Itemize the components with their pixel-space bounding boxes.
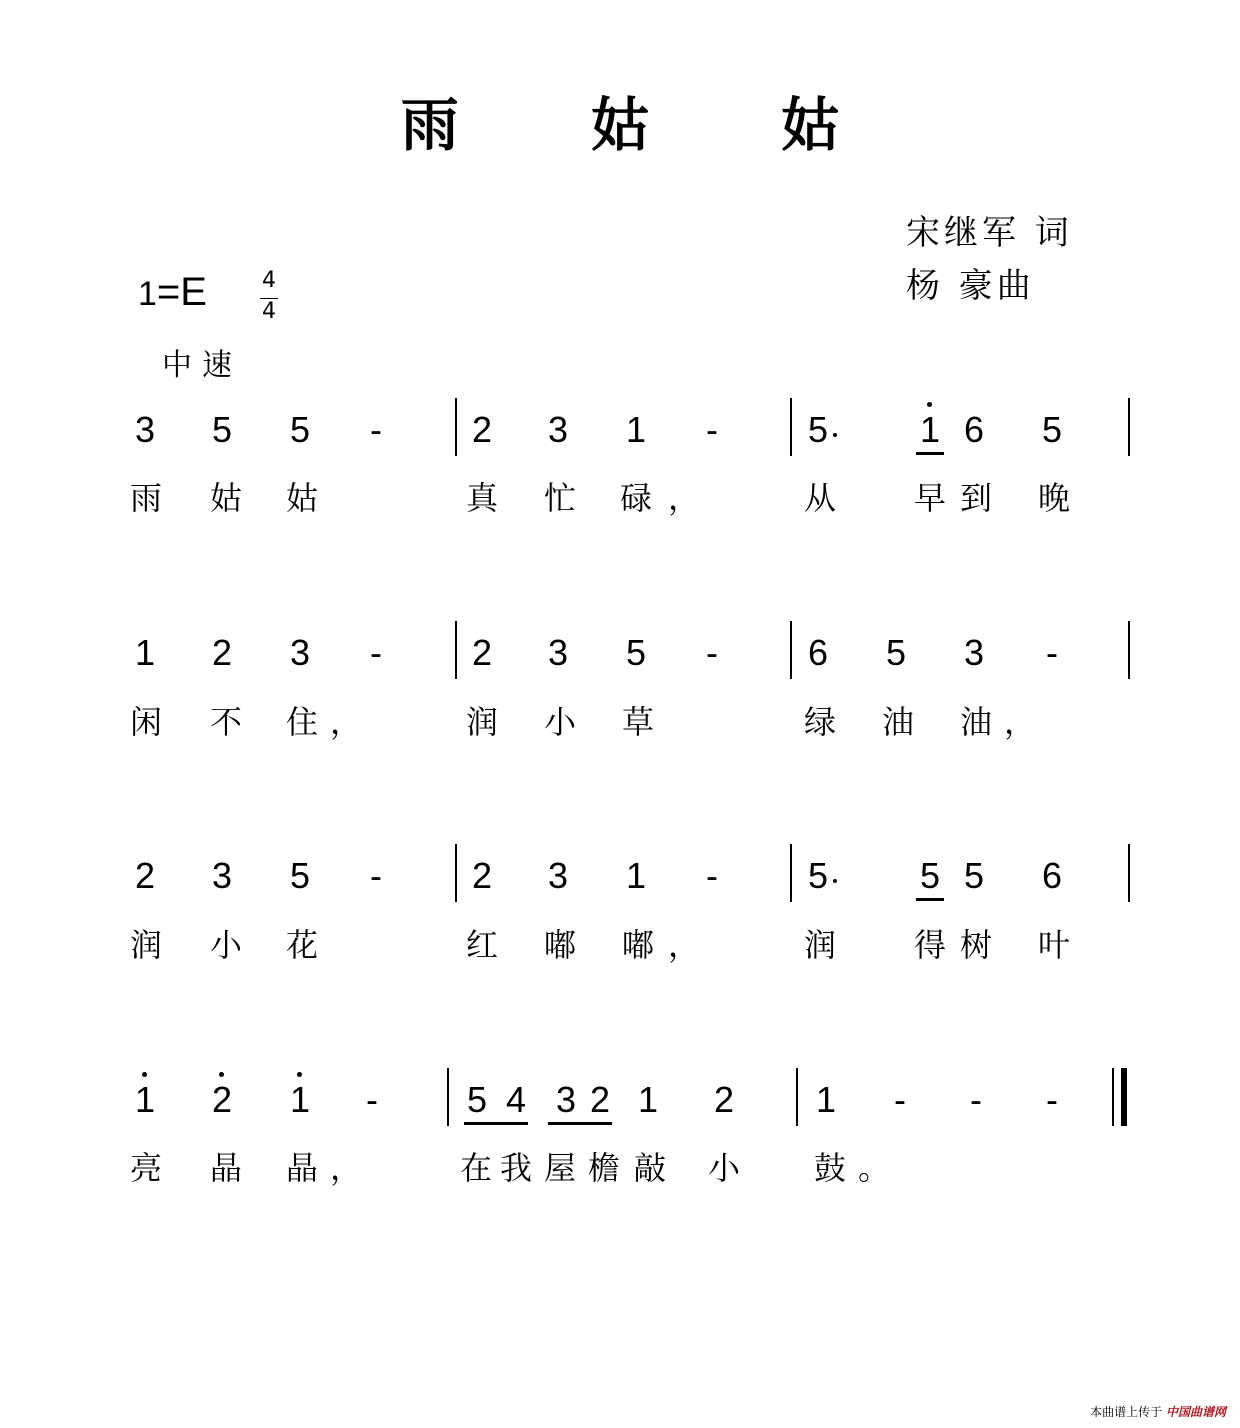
lyric-char: 油 bbox=[881, 703, 914, 741]
note bbox=[543, 633, 573, 673]
note bbox=[361, 856, 391, 896]
note bbox=[361, 410, 391, 450]
note bbox=[467, 856, 497, 896]
note bbox=[959, 633, 989, 673]
note bbox=[1037, 856, 1067, 896]
note bbox=[285, 856, 315, 896]
lyric-char: 嘟 bbox=[621, 926, 654, 964]
note bbox=[621, 856, 651, 896]
lyric-char: 得 bbox=[913, 926, 946, 964]
note-digit: 2 bbox=[134, 855, 156, 896]
note-digit: 3 bbox=[134, 409, 156, 450]
lyric-punctuation: ， bbox=[668, 926, 701, 964]
note-digit: 1 bbox=[134, 632, 156, 673]
lyric-char: 红 bbox=[465, 926, 498, 964]
note-digit: 1 bbox=[625, 855, 647, 896]
note bbox=[803, 856, 833, 896]
barline bbox=[796, 1068, 798, 1126]
note-digit: - bbox=[706, 409, 718, 450]
lyric-char: 花 bbox=[285, 926, 318, 964]
note-digit: 5 bbox=[885, 632, 907, 673]
lyric-char: 忙 bbox=[543, 479, 576, 517]
note bbox=[915, 410, 945, 450]
note-digit: 3 bbox=[547, 632, 569, 673]
note bbox=[207, 1080, 237, 1120]
note-digit: 1 bbox=[815, 1079, 837, 1120]
note bbox=[885, 1080, 915, 1120]
lyric-char: 我 bbox=[499, 1149, 532, 1187]
note-digit: 2 bbox=[589, 1079, 611, 1120]
note bbox=[467, 633, 497, 673]
lyric-char: 晶 bbox=[209, 1149, 242, 1187]
note-digit: 3 bbox=[547, 409, 569, 450]
note-digit: 5 bbox=[1041, 409, 1063, 450]
lyric-char: 屋 bbox=[543, 1149, 576, 1187]
note-digit: 1 bbox=[134, 1079, 156, 1120]
note-digit: - bbox=[1046, 632, 1058, 673]
note bbox=[697, 856, 727, 896]
note bbox=[207, 633, 237, 673]
note bbox=[961, 1080, 991, 1120]
augmentation-dot bbox=[833, 879, 837, 883]
lyric-char: 从 bbox=[803, 479, 836, 517]
lyric-char: 檐 bbox=[587, 1149, 620, 1187]
composer-credit: 杨 豪曲 bbox=[906, 266, 1035, 306]
lyric-char: 嘟 bbox=[543, 926, 576, 964]
note-digit: - bbox=[370, 855, 382, 896]
note bbox=[467, 410, 497, 450]
lyric-char: 小 bbox=[543, 703, 576, 741]
lyric-char: 住 bbox=[285, 703, 318, 741]
barline bbox=[790, 844, 792, 902]
note bbox=[501, 1080, 531, 1120]
note-digit: 5 bbox=[919, 855, 941, 896]
lyric-char: 油 bbox=[959, 703, 992, 741]
note bbox=[811, 1080, 841, 1120]
note-digit: 5 bbox=[211, 409, 233, 450]
note-digit: 3 bbox=[211, 855, 233, 896]
barline bbox=[1128, 844, 1130, 902]
note bbox=[551, 1080, 581, 1120]
note-digit: 6 bbox=[963, 409, 985, 450]
note bbox=[1037, 1080, 1067, 1120]
lyric-char: 晚 bbox=[1037, 479, 1070, 517]
note-digit: - bbox=[706, 855, 718, 896]
footer bbox=[1090, 1403, 1226, 1420]
lyric-char: 雨 bbox=[129, 479, 162, 517]
note-digit: 5 bbox=[289, 855, 311, 896]
time-signature bbox=[260, 270, 278, 327]
note-digit: 3 bbox=[289, 632, 311, 673]
note-digit: - bbox=[370, 409, 382, 450]
time-signature-top: 4 bbox=[262, 268, 276, 293]
note-digit: 5 bbox=[807, 409, 829, 450]
octave-dot bbox=[297, 1072, 302, 1077]
lyric-punctuation: 。 bbox=[858, 1149, 891, 1187]
note bbox=[285, 633, 315, 673]
barline bbox=[447, 1068, 449, 1126]
lyric-char: 叶 bbox=[1037, 926, 1070, 964]
lyric-char: 树 bbox=[959, 926, 992, 964]
note bbox=[881, 633, 911, 673]
underline bbox=[464, 1122, 528, 1125]
note-digit: 3 bbox=[963, 632, 985, 673]
note-digit: 2 bbox=[211, 632, 233, 673]
lyric-punctuation: ， bbox=[330, 1149, 363, 1187]
note bbox=[357, 1080, 387, 1120]
note bbox=[915, 856, 945, 896]
note bbox=[361, 633, 391, 673]
lyric-char: 润 bbox=[465, 703, 498, 741]
lyric-char: 真 bbox=[465, 479, 498, 517]
lyric-char: 晶 bbox=[285, 1149, 318, 1187]
lyric-punctuation: ， bbox=[330, 703, 363, 741]
note-digit: - bbox=[366, 1079, 378, 1120]
note bbox=[543, 410, 573, 450]
note bbox=[803, 410, 833, 450]
footer-text: 本曲谱上传于 bbox=[1090, 1405, 1163, 1419]
time-signature-bottom: 4 bbox=[262, 299, 276, 324]
lyric-punctuation: ， bbox=[1004, 703, 1037, 741]
tempo-marking: 中速 bbox=[162, 348, 242, 383]
note-digit: - bbox=[370, 632, 382, 673]
note-digit: 2 bbox=[471, 632, 493, 673]
note-digit: 3 bbox=[555, 1079, 577, 1120]
note bbox=[285, 410, 315, 450]
note bbox=[207, 856, 237, 896]
barline bbox=[1128, 398, 1130, 456]
note bbox=[130, 1080, 160, 1120]
lyric-char: 闲 bbox=[129, 703, 162, 741]
underline bbox=[916, 898, 944, 901]
note bbox=[130, 633, 160, 673]
lyric-char: 不 bbox=[209, 703, 242, 741]
lyric-char: 鼓 bbox=[813, 1149, 846, 1187]
underline bbox=[548, 1122, 612, 1125]
note-digit: 1 bbox=[289, 1079, 311, 1120]
note bbox=[803, 633, 833, 673]
note-digit: - bbox=[894, 1079, 906, 1120]
note bbox=[697, 633, 727, 673]
lyric-char: 小 bbox=[209, 926, 242, 964]
note-digit: 1 bbox=[919, 409, 941, 450]
note bbox=[709, 1080, 739, 1120]
note-digit: 5 bbox=[807, 855, 829, 896]
final-barline-thick bbox=[1121, 1068, 1127, 1126]
note bbox=[207, 410, 237, 450]
lyric-char: 绿 bbox=[803, 703, 836, 741]
note bbox=[543, 856, 573, 896]
note bbox=[585, 1080, 615, 1120]
song-title: 雨 姑 姑 bbox=[400, 91, 896, 159]
note bbox=[130, 856, 160, 896]
augmentation-dot bbox=[833, 433, 837, 437]
note-digit: 5 bbox=[963, 855, 985, 896]
note bbox=[621, 633, 651, 673]
lyric-char: 到 bbox=[959, 479, 992, 517]
note-digit: 3 bbox=[547, 855, 569, 896]
barline bbox=[790, 398, 792, 456]
note bbox=[621, 410, 651, 450]
note bbox=[959, 410, 989, 450]
note-digit: 2 bbox=[471, 409, 493, 450]
note-digit: 5 bbox=[466, 1079, 488, 1120]
lyric-char: 碌 bbox=[619, 479, 652, 517]
barline bbox=[455, 621, 457, 679]
note bbox=[462, 1080, 492, 1120]
site-logo: 中国曲谱网 bbox=[1165, 1405, 1226, 1419]
note bbox=[285, 1080, 315, 1120]
note bbox=[959, 856, 989, 896]
barline bbox=[1128, 621, 1130, 679]
lyric-char: 草 bbox=[621, 703, 654, 741]
note-digit: 5 bbox=[289, 409, 311, 450]
lyric-char: 姑 bbox=[285, 479, 318, 517]
barline bbox=[455, 398, 457, 456]
key-note: =E bbox=[156, 270, 207, 314]
note bbox=[1037, 633, 1067, 673]
note bbox=[130, 410, 160, 450]
note-digit: 6 bbox=[1041, 855, 1063, 896]
lyricist-credit: 宋继军 词 bbox=[906, 213, 1073, 253]
lyric-char: 小 bbox=[707, 1149, 740, 1187]
lyric-char: 润 bbox=[803, 926, 836, 964]
key-degree: 1 bbox=[138, 275, 157, 313]
octave-dot bbox=[142, 1072, 147, 1077]
note-digit: 1 bbox=[625, 409, 647, 450]
lyric-char: 在 bbox=[459, 1149, 492, 1187]
note-digit: 5 bbox=[625, 632, 647, 673]
note-digit: - bbox=[706, 632, 718, 673]
lyric-char: 敲 bbox=[633, 1149, 666, 1187]
barline bbox=[790, 621, 792, 679]
note-digit: 1 bbox=[637, 1079, 659, 1120]
final-barline-thin bbox=[1112, 1068, 1114, 1126]
lyric-punctuation: ， bbox=[668, 479, 701, 517]
note-digit: 2 bbox=[471, 855, 493, 896]
key-signature bbox=[138, 270, 207, 315]
note-digit: 4 bbox=[505, 1079, 527, 1120]
note bbox=[633, 1080, 663, 1120]
barline bbox=[455, 844, 457, 902]
note-digit: 2 bbox=[211, 1079, 233, 1120]
note-digit: 2 bbox=[713, 1079, 735, 1120]
note-digit: - bbox=[970, 1079, 982, 1120]
lyric-char: 润 bbox=[129, 926, 162, 964]
lyric-char: 早 bbox=[913, 479, 946, 517]
underline bbox=[916, 452, 944, 455]
note-digit: - bbox=[1046, 1079, 1058, 1120]
lyric-char: 亮 bbox=[129, 1149, 162, 1187]
note bbox=[697, 410, 727, 450]
note-digit: 6 bbox=[807, 632, 829, 673]
lyric-char: 姑 bbox=[209, 479, 242, 517]
note bbox=[1037, 410, 1067, 450]
octave-dot bbox=[927, 402, 932, 407]
octave-dot bbox=[219, 1072, 224, 1077]
